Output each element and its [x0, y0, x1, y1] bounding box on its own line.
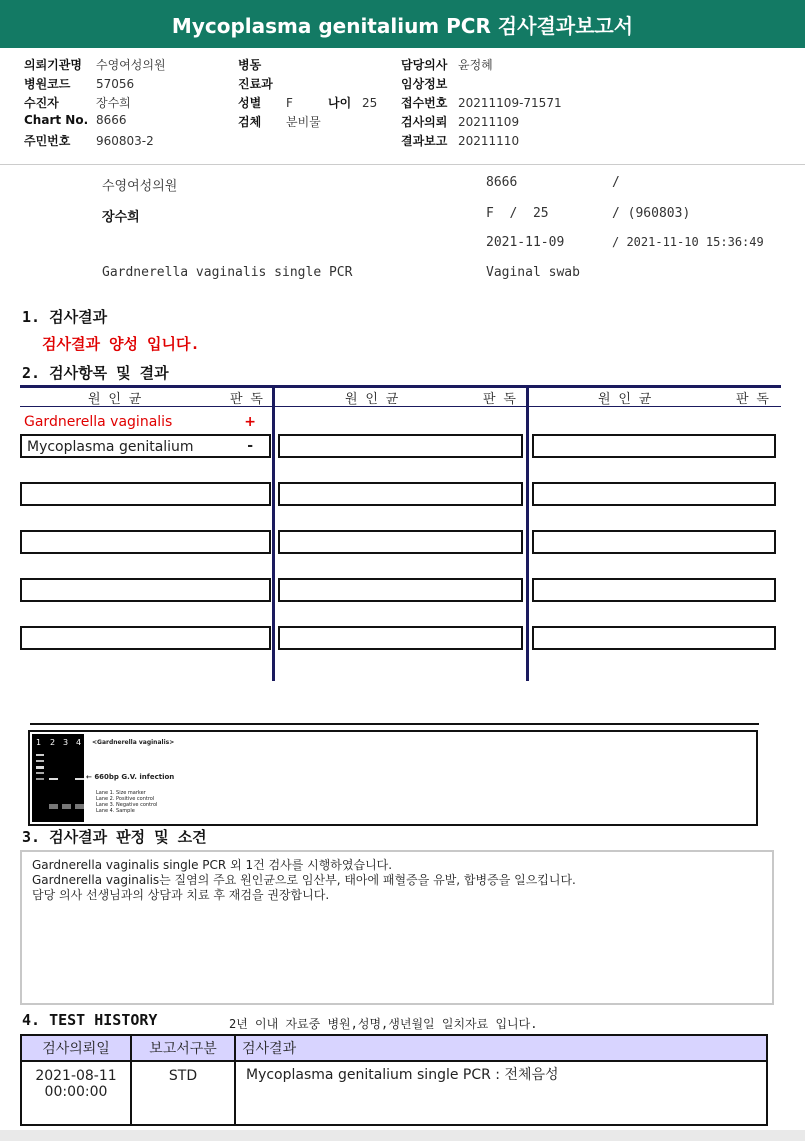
- info-label: 의뢰기관명: [24, 58, 82, 72]
- empty-result-box: [278, 626, 523, 650]
- table-row: [21, 1061, 767, 1125]
- history-header-date: 검사의뢰일: [21, 1035, 131, 1061]
- summary-test-name: Gardnerella vaginalis single PCR: [102, 265, 353, 280]
- section-2-title: 2. 검사항목 및 결과: [22, 364, 169, 382]
- info-label: 결과보고: [401, 134, 448, 148]
- lane-label: 1: [36, 738, 42, 747]
- gel-legend-item: Lane 4. Sample: [96, 808, 135, 814]
- empty-result-box: [532, 578, 776, 602]
- history-header-result: 검사결과: [235, 1035, 767, 1061]
- empty-result-box: [278, 482, 523, 506]
- info-label: 성별: [238, 96, 262, 110]
- info-label: 접수번호: [401, 96, 448, 110]
- lane-label: 4: [76, 738, 82, 747]
- pathogen-name: Mycoplasma genitalium: [27, 439, 194, 455]
- empty-result-box: [20, 626, 271, 650]
- info-row: [24, 56, 234, 75]
- gel-band-label: 660bp G.V. infection: [94, 773, 175, 781]
- col-header-pathogen: 원 인 균: [598, 392, 652, 407]
- summary-patient-name: 장수희: [102, 210, 140, 225]
- info-label: 병원코드: [24, 77, 71, 91]
- section-1-title: 1. 검사결과: [22, 308, 108, 326]
- info-value: 25: [362, 96, 378, 110]
- info-label: 수진자: [24, 96, 59, 110]
- empty-result-box: [532, 626, 776, 650]
- empty-result-box: [278, 434, 523, 458]
- info-value: F: [286, 96, 293, 110]
- opinion-line: Gardnerella vaginalis single PCR 외 1건 검사를 시행하였습니다.: [32, 858, 393, 872]
- info-row: [24, 94, 234, 113]
- info-label: 검사의뢰: [401, 115, 448, 129]
- judgement-value: +: [244, 414, 256, 430]
- info-column-1: [24, 56, 234, 151]
- opinion-line: Gardnerella vaginalis는 질염의 주요 원인균으로 임산부, 태아에 패혈증을 유발, 합병증을 일으킵니다.: [32, 873, 576, 887]
- gel-image: [32, 734, 84, 822]
- header-divider: [0, 164, 805, 165]
- result-row-positive: [24, 414, 264, 432]
- info-label: 임상정보: [401, 77, 448, 91]
- empty-result-box: [278, 578, 523, 602]
- gel-bands: [32, 734, 84, 822]
- info-value: 20211110: [458, 134, 520, 148]
- info-label: 진료과: [238, 77, 273, 91]
- info-value: 장수희: [96, 96, 131, 110]
- section-4-title: 4. TEST HISTORY: [22, 1011, 158, 1029]
- lane-label: 3: [63, 738, 69, 747]
- info-value: 960803-2: [96, 134, 154, 148]
- summary-hospital: 수영여성의원: [102, 179, 178, 194]
- summary-slash: /: [612, 175, 620, 190]
- section-3-title: 3. 검사결과 판정 및 소견: [22, 828, 207, 846]
- gel-top-line: [30, 723, 759, 725]
- summary-birth: / (960803): [612, 206, 691, 221]
- info-value: 8666: [96, 113, 127, 127]
- info-value: 20211109: [458, 115, 520, 129]
- gel-image-frame: [28, 730, 758, 826]
- info-label: 검체: [238, 115, 262, 129]
- arrow-left-icon: ←: [86, 773, 92, 781]
- info-row: [24, 75, 234, 94]
- empty-result-box: [532, 530, 776, 554]
- summary-chart: 8666: [486, 175, 518, 190]
- empty-result-box: [532, 482, 776, 506]
- summary-report-date: / 2021-11-10 15:36:49: [612, 235, 764, 249]
- judgement-value: -: [247, 438, 253, 454]
- pathogen-name: Gardnerella vaginalis: [24, 414, 173, 430]
- history-note: 2년 이내 자료중 병원,성명,생년월일 일치자료 입니다.: [229, 1017, 538, 1031]
- empty-result-box: [532, 434, 776, 458]
- info-row: [24, 132, 234, 151]
- info-label: Chart No.: [24, 113, 89, 127]
- info-value: 윤정혜: [458, 58, 493, 72]
- column-divider: [272, 385, 275, 681]
- result-row: [20, 434, 271, 458]
- info-label: 담당의사: [401, 58, 448, 72]
- empty-result-box: [278, 530, 523, 554]
- col-header-judgement: 판 독: [736, 392, 769, 407]
- empty-result-box: [20, 482, 271, 506]
- info-column-3: [401, 56, 621, 151]
- summary-sex-age: F / 25: [486, 206, 549, 221]
- summary-specimen: Vaginal swab: [486, 265, 580, 280]
- summary-request-date: 2021-11-09: [486, 235, 565, 250]
- info-label: 병동: [238, 58, 262, 72]
- empty-result-box: [20, 578, 271, 602]
- history-date-cell: [21, 1061, 131, 1125]
- lane-label: 2: [50, 738, 56, 747]
- history-header-row: [21, 1035, 767, 1061]
- history-date: 2021-08-11: [35, 1068, 117, 1084]
- col-header-pathogen: 원 인 균: [88, 392, 142, 407]
- gel-band-annotation: [86, 773, 174, 781]
- history-result: Mycoplasma genitalium single PCR : 전체음성: [235, 1061, 767, 1125]
- history-header-type: 보고서구분: [131, 1035, 235, 1061]
- info-label: 주민번호: [24, 134, 71, 148]
- gel-legend-item: Lane 2. Positive control: [96, 796, 155, 802]
- opinion-box: [20, 850, 774, 1005]
- gel-title: <Gardnerella vaginalis>: [92, 739, 175, 746]
- info-value: 분비물: [286, 115, 321, 129]
- col-header-judgement: 판 독: [483, 392, 516, 407]
- info-value: 수영여성의원: [96, 58, 166, 72]
- info-value: 20211109-71571: [458, 96, 562, 110]
- result-positive-text: 검사결과 양성 입니다.: [42, 335, 200, 353]
- info-row: [24, 113, 234, 132]
- col-header-pathogen: 원 인 균: [345, 392, 399, 407]
- column-divider: [526, 385, 529, 681]
- history-time: 00:00:00: [44, 1084, 108, 1100]
- opinion-line: 담당 의사 선생님과의 상담과 치료 후 재검을 권장합니다.: [32, 888, 330, 902]
- info-column-2: [238, 56, 388, 132]
- gel-legend-item: Lane 1. Size marker: [96, 790, 146, 796]
- page-bottom-bar: [0, 1130, 805, 1141]
- history-type: STD: [131, 1061, 235, 1125]
- info-value: 57056: [96, 77, 135, 91]
- col-header-judgement: 판 독: [230, 392, 263, 407]
- history-table: [20, 1034, 768, 1126]
- gel-legend-item: Lane 3. Negative control: [96, 802, 158, 808]
- info-label: 나이: [328, 96, 352, 110]
- gel-legend: [96, 790, 157, 814]
- report-title: Mycoplasma genitalium PCR 검사결과보고서: [0, 0, 805, 48]
- empty-result-box: [20, 530, 271, 554]
